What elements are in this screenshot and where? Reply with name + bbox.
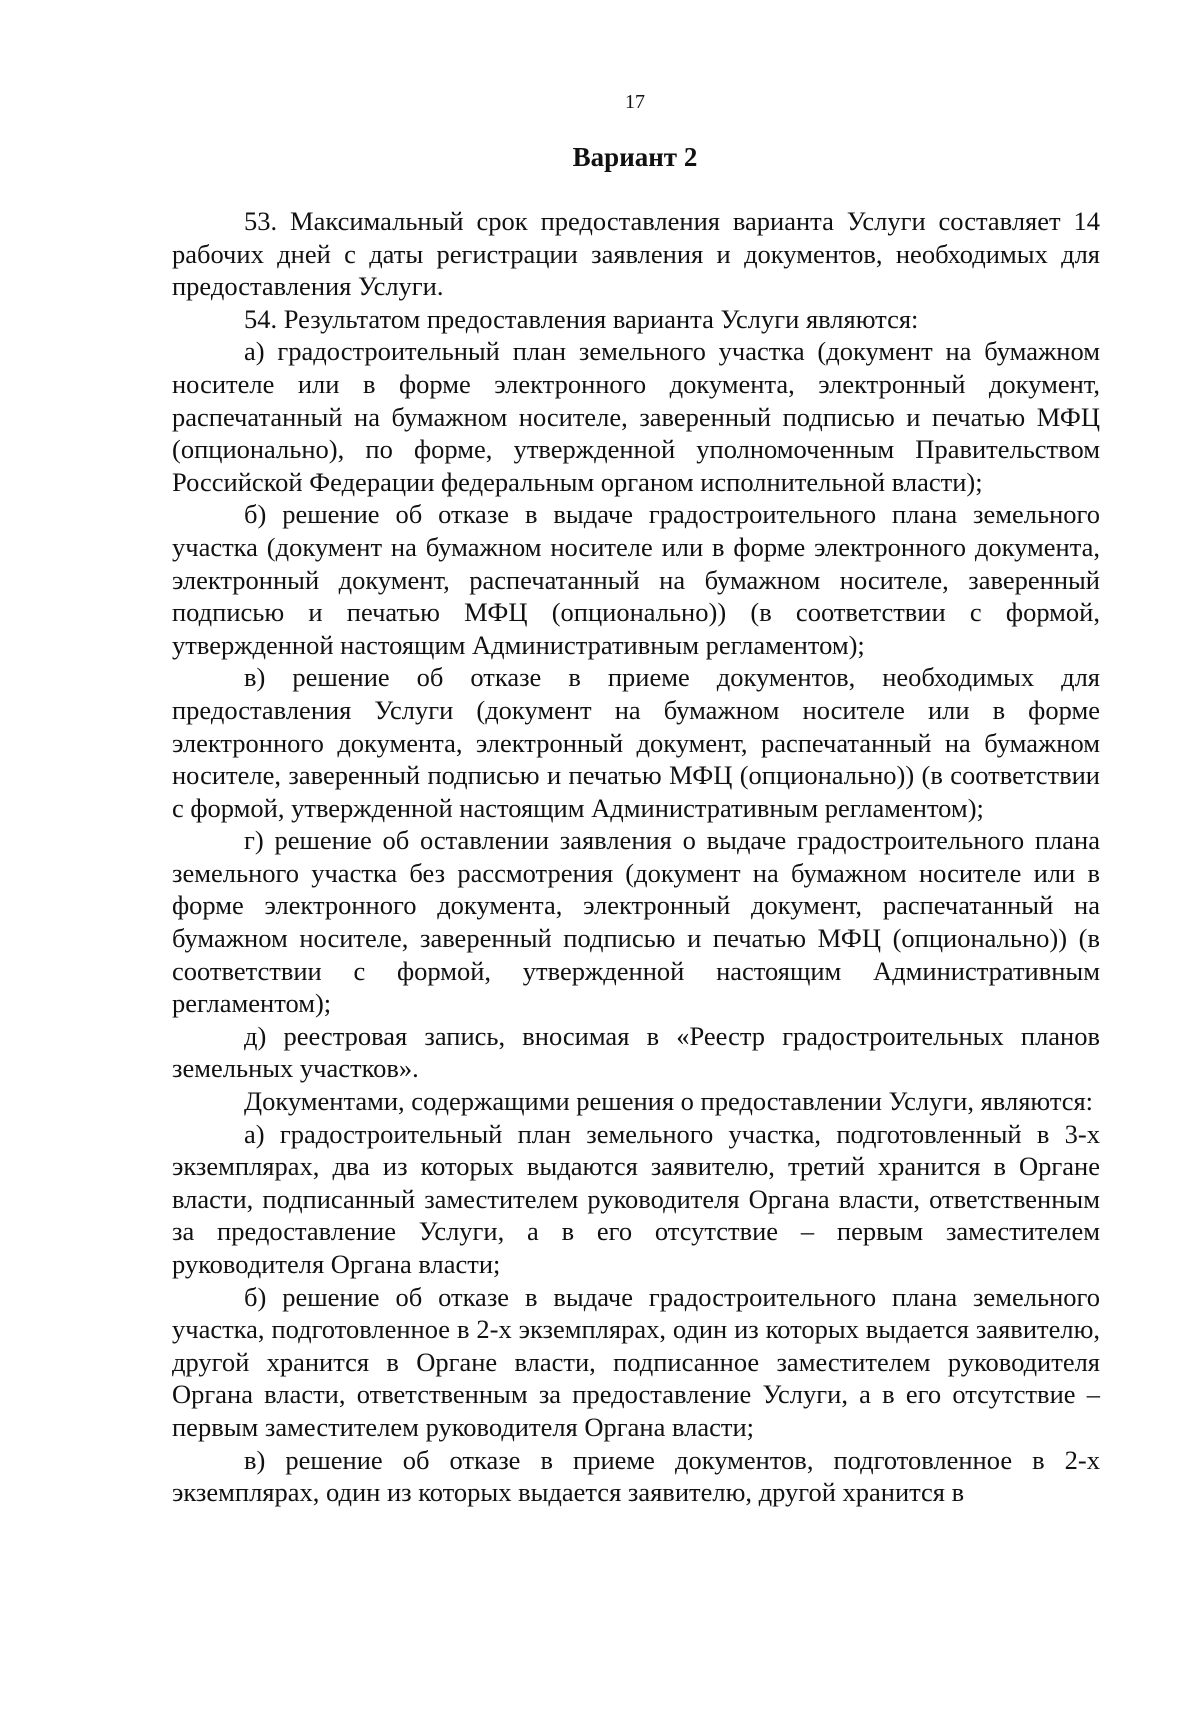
document-body (172, 205, 1100, 1509)
result-item-b: б) решение об отказе в выдаче градостроительного плана земельного участка (документ на бумажном носителе или в форме электронного документа, электронный документ, распечатанный на бумажном носителе, заверенный подписью и печатью МФЦ (опционально)) (в соответствии с формой, утвержденной настоящим Административным регламентом); (172, 499, 1100, 660)
result-item-d: д) реестровая запись, вносимая в «Реестр градостроительных планов земельных участков». (172, 1020, 1100, 1084)
paragraph-54-results: 54. Результатом предоставления варианта Услуги являются: (244, 303, 919, 334)
decision-document-a: а) градостроительный план земельного участка, подготовленный в 3-х экземплярах, два из которых выдаются заявителю, третий хранится в Органе власти, подписанный заместителем руководителя Органа власти, ответственным за предоставление Услуги, а в его отсутствие – первым заместителем руководителя Органа власти; (172, 1118, 1100, 1279)
result-item-a: а) градостроительный план земельного участка (документ на бумажном носителе или в форме электронного документа, электронный документ, распечатанный на бумажном носителе, заверенный подписью и печатью МФЦ (опционально), по форме, утвержденной уполномоченным Правительством Российской Федерации федеральным органом исполнительной власти); (172, 336, 1100, 497)
decision-document-v: в) решение об отказе в приеме документов, подготовленное в 2-х экземплярах, один из которых выдается заявителю, другой хранится в (172, 1444, 1100, 1508)
section-heading: Вариант 2 (572, 142, 698, 172)
result-item-g: г) решение об оставлении заявления о выдаче градостроительного плана земельного участка без рассмотрения (документ на бумажном носителе или в форме электронного документа, электронный документ, распечатанный на бумажном носителе, заверенный подписью и печатью МФЦ (опционально)) (в соответствии с формой, утвержденной настоящим Административным регламентом); (172, 825, 1100, 1019)
paragraph-53-deadline: 53. Максимальный срок предоставления варианта Услуги составляет 14 рабочих дней с даты регистрации заявления и документов, необходимых для предоставления Услуги. (172, 206, 1100, 302)
result-item-v: в) решение об отказе в приеме документов, необходимых для предоставления Услуги (документ на бумажном носителе или в форме электронного документа, электронный документ, распечатанный на бумажном носителе, заверенный подписью и печатью МФЦ (опционально)) (в соответствии с формой, утвержденной настоящим Административным регламентом); (172, 662, 1100, 823)
page-number: 17 (625, 91, 645, 113)
decision-document-b: б) решение об отказе в выдаче градостроительного плана земельного участка, подготовленное в 2-х экземплярах, один из которых выдается заявителю, другой хранится в Органе власти, подписанное заместителем руководителя Органа власти, ответственным за предоставление Услуги, а в его отсутствие – первым заместителем руководителя Органа власти; (172, 1281, 1100, 1442)
decision-documents-intro: Документами, содержащими решения о предоставлении Услуги, являются: (244, 1086, 1094, 1117)
